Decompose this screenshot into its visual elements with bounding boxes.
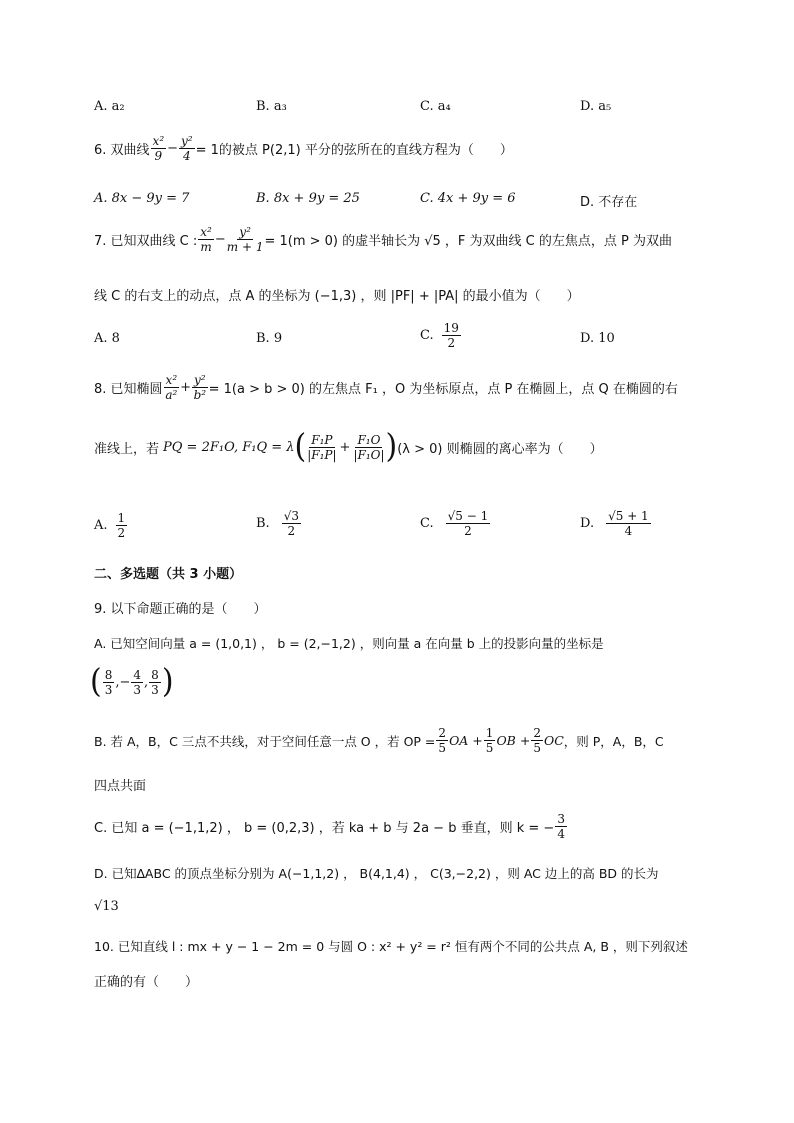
q6-frac-y [179, 135, 195, 162]
q8-option-b [256, 510, 302, 537]
q8-opt-b-num: √3 [283, 509, 299, 523]
q8-opt-b-label: B. [256, 516, 270, 531]
q7-option-c-label: C. [420, 328, 434, 343]
q9-a-frac-2 [131, 669, 143, 696]
q9-b-c2-den: 5 [485, 741, 494, 755]
q6-y-num: y² [181, 134, 193, 148]
q7-line-2: 线 C 的右支上的动点，点 A 的坐标为 (−1,3) ，则 |PF| + |PA| 的最小值为（ ） [94, 289, 580, 304]
q9-b-c1-num: 2 [438, 726, 447, 740]
q9-option-c [94, 813, 568, 840]
q8-opt-c-frac [446, 510, 491, 537]
q6-prefix: 6. 双曲线 [94, 143, 150, 158]
q9-a-sep-1: ,− [115, 674, 131, 690]
q8-plus: + [180, 380, 192, 395]
q8-frac-1 [307, 434, 336, 461]
q9-c-frac [555, 813, 567, 840]
right-paren-glyph: ) [385, 427, 398, 466]
q8-vector-equation: PQ = 2F₁O, F₁Q = λ [163, 439, 295, 455]
q9-b-c3-den: 5 [533, 741, 541, 755]
q7-mid: = 1(m > 0) 的虚半轴长为 √5 ，F 为双曲线 C 的左焦点，点 P 为双曲 [264, 234, 672, 249]
q7-x-num: x² [200, 225, 212, 239]
q8-frac-2 [353, 434, 384, 461]
q9-b-prefix: B. 若 A，B，C 三点不共线，对于空间任意一点 O ，若 OP = [94, 733, 436, 749]
q7-x-den: m [200, 240, 212, 254]
q9-a-v1-num: 8 [104, 667, 113, 682]
q9-b-frac-1 [436, 727, 448, 754]
q6-frac-x [151, 135, 167, 162]
q8-opt-d-num: √5 + 1 [608, 509, 649, 523]
q8-option-d [580, 510, 652, 537]
q8-opt-d-label: D. [580, 516, 595, 531]
q9-c-den: 4 [557, 827, 565, 841]
q8-y-den: b² [193, 388, 207, 402]
q9-b-v2: OB + [496, 733, 531, 748]
q9-a-v3-num: 8 [151, 667, 159, 682]
question-6-stem [94, 135, 513, 162]
question-9-stem: 9. 以下命题正确的是（ ） [94, 602, 267, 617]
q8-opt-d-frac [606, 510, 651, 537]
q8-opt-b-den: 2 [287, 524, 296, 538]
q5-option-c: C. a₄ [420, 99, 451, 114]
q7-c-num: 19 [443, 321, 459, 335]
q8-opt-c-num: √5 − 1 [447, 509, 489, 523]
q7-option-c [420, 322, 462, 349]
q6-x-num: x² [152, 134, 165, 148]
q8-frac-y [192, 374, 208, 401]
q9-option-a-vector [90, 662, 174, 701]
q9-b-c2-num: 1 [485, 726, 494, 740]
q6-suffix: = 1的被点 P(2,1) 平分的弦所在的直线方程为（ ） [195, 143, 513, 158]
q6-option-d: D. 不存在 [580, 195, 638, 210]
q5-option-d: D. a₅ [580, 99, 612, 114]
q7-y-den: m + 1 [226, 240, 264, 254]
q6-x-den: 9 [154, 149, 163, 163]
q9-a-v2-den: 3 [133, 682, 142, 697]
q9-b-suffix: ，则 P，A，B，C [563, 733, 664, 749]
q6-minus: − [167, 141, 179, 156]
q8-frac1-num: F₁P [311, 432, 333, 447]
q8-opt-a-num: 1 [117, 511, 126, 525]
q7-y-num: y² [239, 225, 251, 239]
q5-option-b: B. a₃ [256, 99, 287, 114]
q7-option-c-frac [442, 322, 461, 349]
q8-opt-b-frac [282, 510, 301, 537]
q8-x-den: a² [165, 388, 178, 402]
q7-option-a: A. 8 [94, 331, 120, 346]
q9-option-b-line2: 四点共面 [94, 779, 147, 794]
q6-option-a: A. 8x − 9y = 7 [94, 191, 190, 206]
left-paren-glyph: ( [294, 427, 307, 466]
q9-b-frac-3 [531, 727, 543, 754]
q8-frac-x [164, 374, 180, 401]
question-8-stem [94, 374, 678, 401]
q9-a-sep-2: , [144, 674, 149, 690]
q7-frac-y [227, 226, 264, 253]
q8-line-2 [94, 427, 603, 466]
q9-a-frac-1 [103, 669, 115, 696]
q8-opt-a-label: A. [94, 518, 108, 533]
q7-frac-x [198, 226, 214, 253]
q8-suffix: = 1(a > b > 0) 的左焦点 F₁ ，O 为坐标原点，点 P 在椭圆上，点 Q 在椭圆的右 [208, 382, 678, 397]
question-10-line1: 10. 已知直线 l : mx + y − 1 − 2m = 0 与圆 O : x² + y² = r² 恒有两个不同的公共点 A, B ，则下列叙述 [94, 939, 688, 954]
q8-opt-d-den: 4 [624, 524, 633, 538]
q9-b-frac-2 [484, 727, 496, 754]
q9-b-v1: OA + [449, 733, 483, 748]
q8-frac-plus: + [339, 439, 351, 455]
q9-a-frac-3 [149, 669, 161, 696]
q9-c-prefix: C. 已知 a = (−1,1,2) ， b = (0,2,3) ，若 ka + b 与 2a − b 垂直，则 k = − [94, 821, 555, 836]
q9-option-d-line1: D. 已知∆ABC 的顶点坐标分别为 A(−1,1,2) ， B(4,1,4) ， C(3,−2,2) ，则 AC 边上的高 BD 的长为 [94, 866, 659, 881]
q6-option-c: C. 4x + 9y = 6 [420, 191, 516, 206]
q6-option-b: B. 8x + 9y = 25 [256, 191, 360, 206]
section-heading: 二、多选题（共 3 小题） [94, 567, 243, 582]
q8-line2-suffix: (λ > 0) 则椭圆的离心率为（ ） [397, 441, 603, 457]
q8-line2-prefix: 准线上，若 [94, 441, 160, 457]
q9-b-c3-num: 2 [533, 726, 541, 740]
q8-opt-c-den: 2 [464, 524, 472, 538]
right-paren-glyph: ) [161, 662, 174, 701]
question-10-line2: 正确的有（ ） [94, 975, 199, 990]
q9-b-c1-den: 5 [438, 741, 447, 755]
question-7-stem [94, 226, 672, 253]
left-paren-glyph: ( [90, 662, 102, 701]
q8-frac2-den: |F₁O| [353, 447, 385, 462]
q7-prefix: 7. 已知双曲线 C : [94, 234, 198, 249]
q7-option-b: B. 9 [256, 331, 283, 346]
q9-a-v1-den: 3 [104, 682, 113, 697]
q9-a-v3-den: 3 [151, 682, 159, 697]
q9-c-num: 3 [557, 812, 565, 826]
q9-option-b-line1 [94, 727, 664, 754]
q8-y-num: y² [194, 373, 206, 387]
q8-frac1-den: |F₁P| [307, 447, 337, 462]
q8-opt-a-frac [116, 512, 128, 539]
q7-option-d: D. 10 [580, 331, 615, 346]
q8-option-c [420, 510, 491, 537]
q9-option-a-line1: A. 已知空间向量 a = (1,0,1) ， b = (2,−1,2) ，则向量 a 在向量 b 上的投影向量的坐标是 [94, 636, 604, 651]
q8-opt-a-den: 2 [117, 526, 126, 540]
q9-b-v3: OC [543, 733, 564, 748]
q7-c-den: 2 [447, 336, 456, 350]
q6-y-den: 4 [183, 149, 191, 163]
q8-opt-c-label: C. [420, 516, 434, 531]
q9-option-d-line2: √13 [94, 899, 119, 914]
q8-option-a [94, 512, 128, 539]
q8-prefix: 8. 已知椭圆 [94, 382, 163, 397]
q9-a-v2-num: 4 [133, 667, 142, 682]
q8-frac2-num: F₁O [357, 432, 381, 447]
q5-option-a: A. a₂ [94, 99, 125, 114]
q8-x-num: x² [165, 373, 178, 387]
q7-minus: − [214, 232, 226, 247]
